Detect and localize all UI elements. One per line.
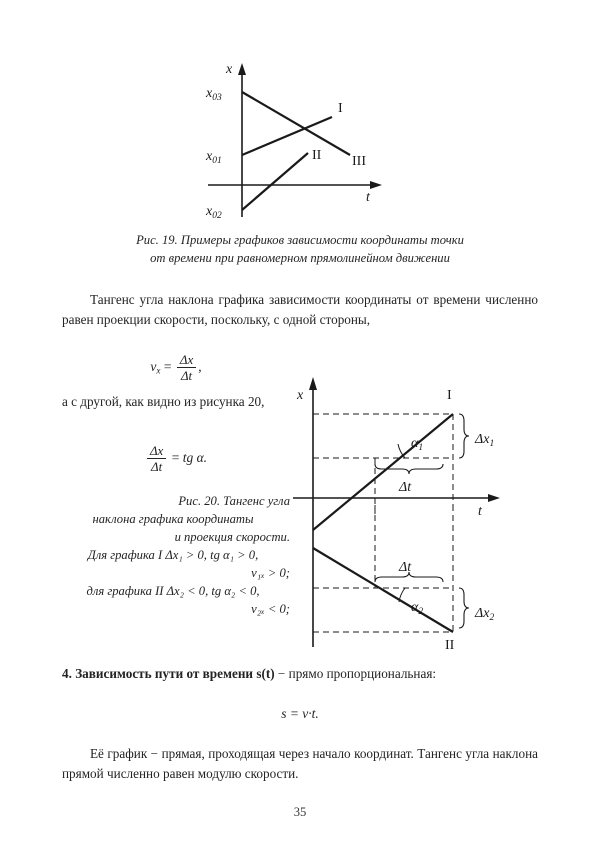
formula-path-time: s = v·t. bbox=[281, 706, 319, 721]
fig20-label-alpha2: $\alpha_2$ bbox=[411, 600, 424, 617]
figure-20-caption bbox=[56, 492, 290, 618]
fig20-label-I: I bbox=[447, 388, 452, 403]
fig20-brace-delta-x1 bbox=[459, 414, 469, 458]
formula1-lhs: $v_x$ bbox=[150, 358, 161, 376]
figure-20-caption-line-7: v₂ₓ < 0; bbox=[251, 602, 290, 616]
fig20-brace-delta-t-upper bbox=[375, 464, 443, 474]
fig19-x-axis-label: x bbox=[226, 62, 233, 77]
figure-20-caption-line-6: для графика II Δx₂ < 0, tg α₂ < 0, bbox=[86, 584, 260, 598]
fig20-label-delta-t-upper: Δt bbox=[399, 480, 412, 495]
fig19-label-III: III bbox=[352, 154, 366, 169]
figure-20-caption-line-3: и проекция скорости. bbox=[174, 530, 290, 544]
fig19-tick-x01: $x_{01}$ bbox=[206, 149, 222, 166]
figure-19-caption bbox=[60, 231, 540, 267]
formula2-numerator: Δx bbox=[149, 443, 164, 458]
section-heading-4 bbox=[62, 664, 538, 684]
fig19-line-II bbox=[242, 153, 308, 210]
section-heading-4-bold: 4. Зависимость пути от времени s(t) bbox=[62, 666, 275, 681]
fig19-tick-x03: $x_{03}$ bbox=[206, 86, 222, 103]
fig20-t-axis-arrow bbox=[488, 494, 500, 502]
formula2-equals: = bbox=[171, 449, 180, 465]
fig20-label-alpha1: $\alpha_1$ bbox=[411, 436, 424, 453]
fig20-t-axis-label: t bbox=[478, 504, 482, 519]
formula2-fraction bbox=[147, 443, 166, 475]
paragraph-other-hand: а с другой, как видно из рисунка 20, bbox=[62, 394, 265, 409]
formula1-equals: = bbox=[163, 358, 172, 374]
fig19-tick-x02: $x_{02}$ bbox=[206, 204, 222, 221]
formula1-numerator: Δx bbox=[179, 352, 194, 367]
fig20-label-delta-t-lower: Δt bbox=[399, 560, 412, 575]
fig19-y-axis-arrow bbox=[238, 63, 246, 75]
fig20-line-I bbox=[313, 414, 453, 530]
figure-20-caption-line-2: наклона графика координаты bbox=[92, 512, 254, 526]
fig19-line-III bbox=[242, 92, 350, 155]
fig20-label-delta-x1: $\Delta x_1$ bbox=[475, 432, 495, 449]
fig20-x-axis-label: x bbox=[297, 388, 304, 403]
formula2-rhs: tg α. bbox=[182, 449, 208, 465]
fig20-line-II bbox=[313, 548, 453, 632]
fig19-label-II: II bbox=[312, 148, 322, 163]
formula1-fraction bbox=[177, 352, 196, 384]
formula2-denominator: Δt bbox=[147, 458, 166, 474]
figure-19-caption-line-1: Рис. 19. Примеры графиков зависимости координаты точки bbox=[136, 233, 464, 247]
figure-19-caption-line-2: от времени при равномерном прямолинейном движении bbox=[150, 251, 450, 265]
fig20-label-II: II bbox=[445, 638, 455, 653]
fig20-brace-delta-x2 bbox=[459, 588, 469, 628]
section-heading-4-rest: − прямо пропорциональная: bbox=[274, 666, 437, 681]
fig20-y-axis-arrow bbox=[309, 377, 317, 390]
fig19-t-axis-label: t bbox=[366, 190, 370, 205]
page-number: 35 bbox=[293, 805, 307, 819]
formula-tangent-alpha bbox=[62, 443, 290, 475]
paragraph-tangent-slope: Тангенс угла наклона графика зависимости координаты от времени численно равен проекции скорости, поскольку, с одной стороны, bbox=[62, 292, 538, 327]
figure-20-caption-line-1: Рис. 20. Тангенс угла bbox=[178, 494, 290, 508]
formula1-denominator: Δt bbox=[177, 367, 196, 383]
figure-20-caption-line-4: Для графика I Δx₁ > 0, tg α₁ > 0, bbox=[87, 548, 259, 562]
figure-19-graph bbox=[180, 55, 410, 225]
fig19-t-axis-arrow bbox=[370, 181, 382, 189]
fig19-label-I: I bbox=[338, 101, 343, 116]
figure-20-caption-line-5: v₁ₓ > 0; bbox=[251, 566, 290, 580]
fig20-label-delta-x2: $\Delta x_2$ bbox=[475, 606, 495, 623]
formula1-comma: , bbox=[198, 358, 202, 374]
figure-20-graph bbox=[285, 375, 550, 655]
paragraph-graph-straight-line: Её график − прямая, проходящая через начало координат. Тангенс угла наклона прямой численно равен модулю скорости. bbox=[62, 746, 538, 781]
formula-velocity-projection bbox=[62, 352, 290, 384]
